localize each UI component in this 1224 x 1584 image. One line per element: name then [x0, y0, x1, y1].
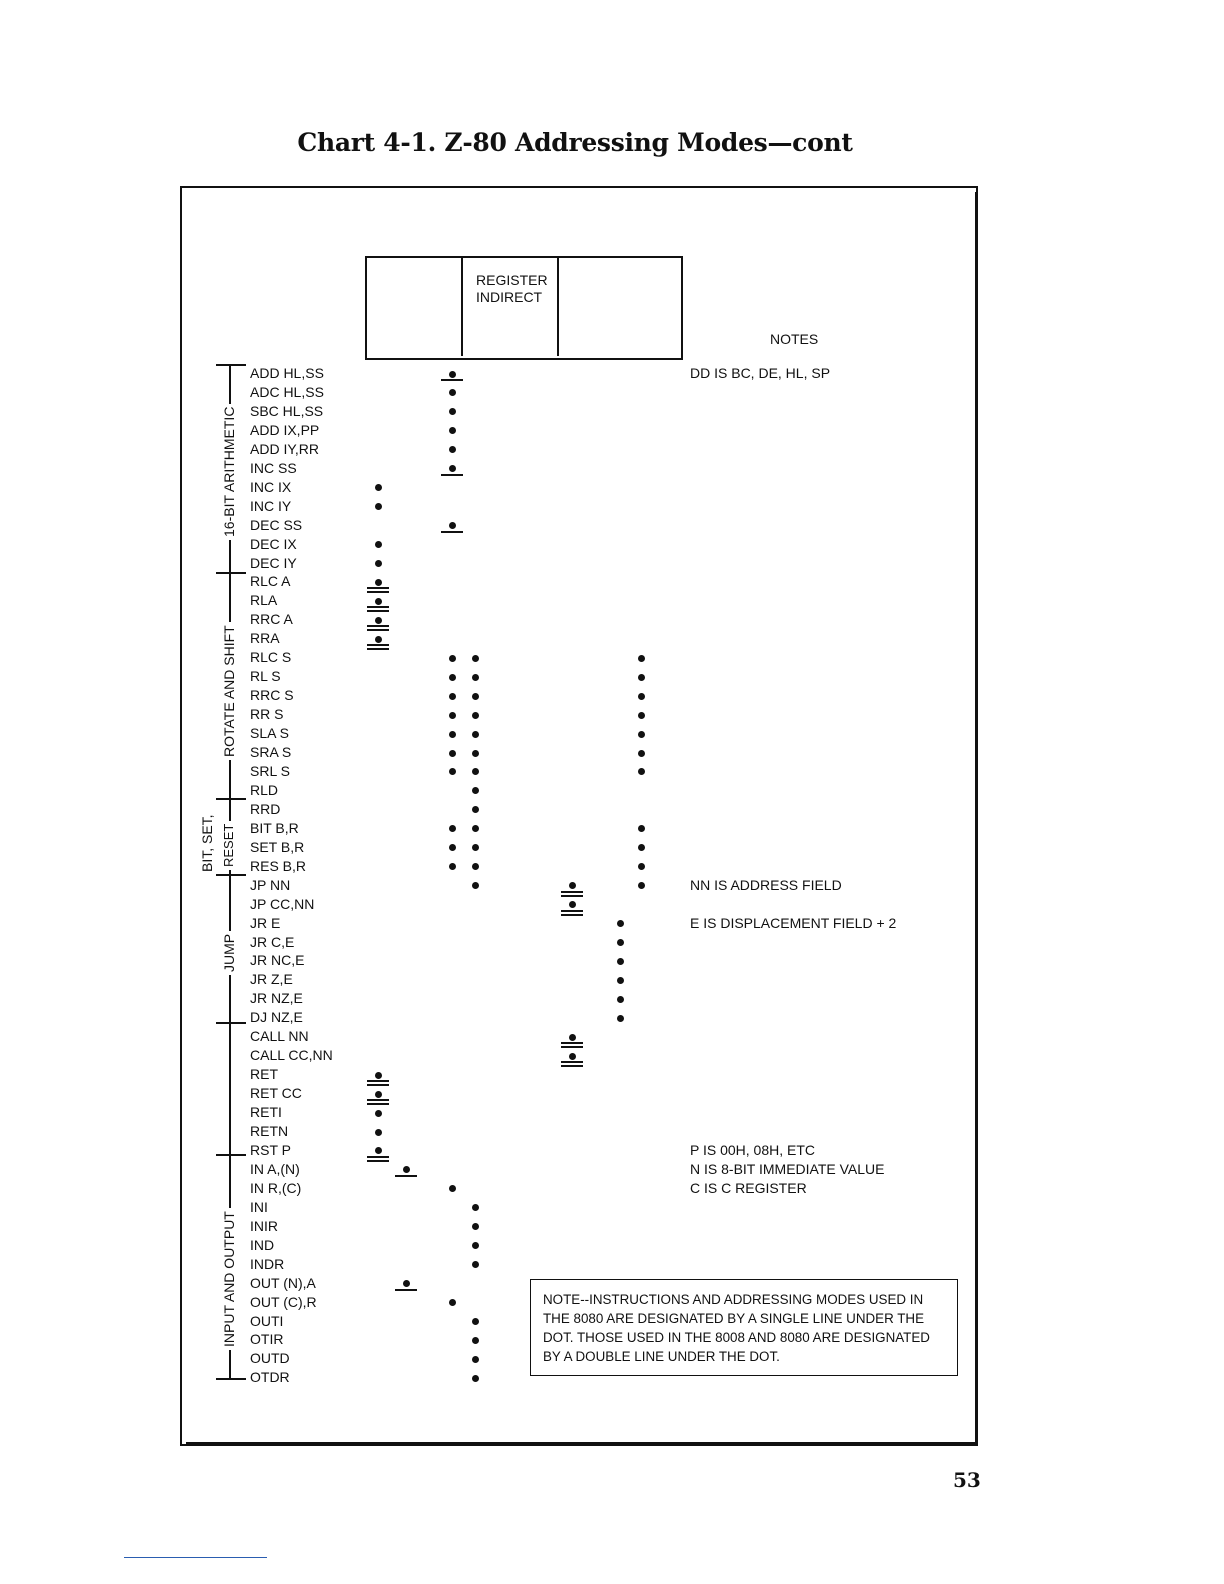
- mode-dot: [449, 768, 456, 775]
- instruction-row: JR NC,E: [250, 952, 305, 969]
- mode-dot: [375, 617, 382, 624]
- group-tick: [216, 1022, 246, 1024]
- instruction-row: OTIR: [250, 1331, 284, 1348]
- group-tick: [216, 572, 246, 574]
- dot-underline: [367, 587, 389, 589]
- dot-underline: [561, 895, 583, 897]
- mode-dot: [449, 446, 456, 453]
- dot-underline: [441, 474, 463, 476]
- mode-dot: [617, 920, 624, 927]
- register-indirect-line2: INDIRECT: [476, 289, 543, 305]
- mode-dot: [472, 787, 479, 794]
- dot-underline: [441, 531, 463, 533]
- instruction-row: INC SS: [250, 459, 297, 476]
- mode-dot: [375, 1110, 382, 1117]
- mode-dot: [472, 655, 479, 662]
- instruction-row: JR C,E: [250, 933, 295, 950]
- group-label-bit-set: BIT, SET,: [199, 814, 215, 872]
- instruction-row: OUTD: [250, 1350, 290, 1367]
- mode-dot: [449, 389, 456, 396]
- mode-dot: [449, 408, 456, 415]
- instruction-row: IN R,(C): [250, 1179, 302, 1196]
- mode-dot: [449, 522, 456, 529]
- mode-dot: [449, 731, 456, 738]
- instruction-row: SRL S: [250, 762, 290, 779]
- instruction-row: DEC IX: [250, 535, 297, 552]
- instruction-row: RLA: [250, 592, 278, 609]
- instruction-row: OUT (N),A: [250, 1274, 316, 1291]
- mode-dot: [375, 579, 382, 586]
- instruction-row: DEC SS: [250, 516, 303, 533]
- note-text: NN IS ADDRESS FIELD: [690, 876, 842, 893]
- mode-dot: [375, 598, 382, 605]
- instruction-row: INDR: [250, 1255, 285, 1272]
- mode-dot: [472, 750, 479, 757]
- instruction-row: RET: [250, 1066, 278, 1083]
- mode-dot: [569, 882, 576, 889]
- mode-dot: [638, 655, 645, 662]
- col-header-register-indirect: [476, 272, 548, 306]
- mode-dot: [638, 712, 645, 719]
- group-tick: [216, 798, 246, 800]
- mode-dot: [472, 1242, 479, 1249]
- dot-underline: [367, 625, 389, 627]
- note-box-line: DOT. THOSE USED IN THE 8008 AND 8080 ARE DESIGNATED: [543, 1330, 930, 1345]
- mode-dot: [472, 1375, 479, 1382]
- mode-dot: [375, 1147, 382, 1154]
- note-box-line: BY A DOUBLE LINE UNDER THE DOT.: [543, 1349, 780, 1364]
- mode-dot: [638, 768, 645, 775]
- mode-dot: [449, 655, 456, 662]
- dot-underline: [561, 891, 583, 893]
- instruction-row: RL S: [250, 668, 281, 685]
- mode-dot: [375, 541, 382, 548]
- mode-dot: [449, 863, 456, 870]
- mode-dot: [375, 1091, 382, 1098]
- frame-shadow-right: [975, 192, 978, 1445]
- instruction-row: SLA S: [250, 725, 289, 742]
- mode-dot: [472, 731, 479, 738]
- instruction-row: DJ NZ,E: [250, 1009, 303, 1026]
- mode-dot: [569, 901, 576, 908]
- instruction-row: IND: [250, 1236, 275, 1253]
- mode-dot: [638, 844, 645, 851]
- mode-dot: [617, 977, 624, 984]
- mode-dot: [449, 371, 456, 378]
- instruction-row: JP CC,NN: [250, 895, 315, 912]
- mode-dot: [449, 693, 456, 700]
- dot-underline: [367, 1080, 389, 1082]
- instruction-row: JP NN: [250, 876, 291, 893]
- instruction-row: JR NZ,E: [250, 990, 303, 1007]
- instruction-row: JR E: [250, 914, 281, 931]
- instruction-row: RRC A: [250, 611, 293, 628]
- mode-dot: [449, 1299, 456, 1306]
- footer-rule: [124, 1557, 267, 1558]
- note-text: P IS 00H, 08H, ETC: [690, 1141, 816, 1158]
- instruction-row: ADD IY,RR: [250, 440, 319, 457]
- dot-underline: [367, 591, 389, 593]
- group-tick: [216, 364, 246, 366]
- instruction-row: ADD IX,PP: [250, 421, 320, 438]
- mode-dot: [375, 560, 382, 567]
- mode-dot: [375, 484, 382, 491]
- dot-underline: [561, 1046, 583, 1048]
- instruction-row: ADC HL,SS: [250, 383, 324, 400]
- mode-dot: [472, 768, 479, 775]
- dot-underline: [367, 610, 389, 612]
- dot-underline: [367, 1156, 389, 1158]
- mode-dot: [569, 1053, 576, 1060]
- instruction-row: IN A,(N): [250, 1160, 300, 1177]
- instruction-row: RRA: [250, 630, 280, 647]
- mode-dot: [403, 1166, 410, 1173]
- frame-shadow-bottom: [186, 1442, 978, 1445]
- mode-dot: [638, 882, 645, 889]
- instruction-row: OUTI: [250, 1312, 284, 1329]
- dot-underline: [395, 1289, 417, 1291]
- dot-underline: [561, 914, 583, 916]
- mode-dot: [375, 1129, 382, 1136]
- mode-dot: [638, 863, 645, 870]
- mode-dot: [449, 825, 456, 832]
- instruction-row: RLD: [250, 781, 279, 798]
- instruction-row: SBC HL,SS: [250, 402, 324, 419]
- instruction-row: RRC S: [250, 687, 294, 704]
- mode-dot: [617, 939, 624, 946]
- instruction-row: RES B,R: [250, 857, 307, 874]
- col-header-bit: [0, 1564, 666, 1584]
- mode-dot: [375, 1072, 382, 1079]
- mode-dot: [449, 674, 456, 681]
- instruction-row: CALL NN: [250, 1028, 309, 1045]
- instruction-row: INI: [250, 1198, 268, 1215]
- instruction-row: RLC A: [250, 573, 291, 590]
- instruction-row: INC IY: [250, 497, 292, 514]
- mode-dot: [638, 825, 645, 832]
- instruction-row: OUT (C),R: [250, 1293, 317, 1310]
- mode-dot: [638, 731, 645, 738]
- dot-underline: [441, 379, 463, 381]
- dot-underline: [367, 648, 389, 650]
- mode-dot: [449, 1185, 456, 1192]
- mode-dot: [638, 674, 645, 681]
- group-tick: [216, 874, 246, 876]
- mode-dot: [449, 750, 456, 757]
- instruction-row: OTDR: [250, 1369, 290, 1386]
- mode-dot: [472, 693, 479, 700]
- mode-dot: [403, 1280, 410, 1287]
- mode-dot: [375, 503, 382, 510]
- group-label-16bit-arithmetic: 16-BIT ARITHMETIC: [221, 404, 237, 540]
- note-box: [530, 1279, 958, 1376]
- instruction-row: CALL CC,NN: [250, 1047, 333, 1064]
- mode-dot: [472, 1223, 479, 1230]
- instruction-row: RET CC: [250, 1085, 302, 1102]
- instruction-row: RETN: [250, 1123, 289, 1139]
- note-text: E IS DISPLACEMENT FIELD + 2: [690, 914, 897, 931]
- dot-underline: [367, 1103, 389, 1105]
- dot-underline: [561, 910, 583, 912]
- dot-underline: [561, 1042, 583, 1044]
- mode-dot: [569, 1034, 576, 1041]
- mode-dot: [449, 427, 456, 434]
- page-title: Chart 4-1. Z-80 Addressing Modes—cont: [297, 128, 853, 157]
- dot-underline: [367, 606, 389, 608]
- instruction-row: SET B,R: [250, 838, 305, 855]
- dot-underline: [561, 1061, 583, 1063]
- mode-dot: [449, 712, 456, 719]
- group-tick: [216, 1378, 246, 1380]
- mode-dot: [375, 636, 382, 643]
- mode-dot: [472, 825, 479, 832]
- mode-dot: [638, 750, 645, 757]
- dot-underline: [395, 1175, 417, 1177]
- page-number: 53: [953, 1468, 981, 1492]
- instruction-row: RST P: [250, 1141, 291, 1158]
- register-indirect-line1: REGISTER: [476, 272, 548, 288]
- note-box-line: NOTE--INSTRUCTIONS AND ADDRESSING MODES USED IN: [543, 1292, 924, 1307]
- group-label-input-and-output: INPUT AND OUTPUT: [221, 1208, 237, 1350]
- note-text: C IS C REGISTER: [690, 1179, 807, 1196]
- mode-dot: [617, 1015, 624, 1022]
- dot-underline: [367, 644, 389, 646]
- group-tick: [216, 1154, 246, 1156]
- instruction-row: INIR: [250, 1217, 278, 1234]
- instruction-row: RRD: [250, 800, 281, 817]
- group-label-rotate-and-shift: ROTATE AND SHIFT: [221, 622, 237, 760]
- mode-dot: [638, 693, 645, 700]
- mode-dot: [449, 465, 456, 472]
- instruction-row: INC IX: [250, 478, 292, 495]
- mode-dot: [472, 712, 479, 719]
- mode-dot: [472, 1337, 479, 1344]
- instruction-row: ADD HL,SS: [250, 365, 324, 381]
- mode-dot: [472, 844, 479, 851]
- dot-underline: [561, 1065, 583, 1067]
- note-text: DD IS BC, DE, HL, SP: [690, 365, 831, 381]
- group-label-jump: JUMP: [221, 931, 237, 975]
- mode-dot: [472, 882, 479, 889]
- mode-dot: [617, 958, 624, 965]
- mode-dot: [472, 1204, 479, 1211]
- mode-dot: [472, 1318, 479, 1325]
- note-text: N IS 8-BIT IMMEDIATE VALUE: [690, 1160, 885, 1177]
- dot-underline: [367, 1084, 389, 1086]
- dot-underline: [367, 629, 389, 631]
- group-label-reset: RESET: [221, 821, 236, 870]
- mode-dot: [617, 996, 624, 1003]
- note-box-line: THE 8080 ARE DESIGNATED BY A SINGLE LINE UNDER THE: [543, 1311, 925, 1326]
- dot-underline: [367, 1099, 389, 1101]
- instruction-row: JR Z,E: [250, 971, 293, 988]
- notes-header: NOTES: [770, 331, 819, 347]
- instruction-row: DEC IY: [250, 554, 297, 571]
- mode-dot: [472, 1261, 479, 1268]
- instruction-row: RLC S: [250, 649, 292, 666]
- mode-dot: [472, 674, 479, 681]
- mode-dot: [449, 844, 456, 851]
- instruction-row: RETI: [250, 1104, 282, 1121]
- instruction-row: BIT B,R: [250, 819, 299, 836]
- header-divider: [461, 256, 463, 356]
- instruction-row: RR S: [250, 706, 284, 723]
- mode-dot: [472, 863, 479, 870]
- mode-dot: [472, 806, 479, 813]
- mode-dot: [472, 1356, 479, 1363]
- instruction-row: SRA S: [250, 744, 292, 760]
- header-divider: [557, 256, 559, 356]
- dot-underline: [367, 1160, 389, 1162]
